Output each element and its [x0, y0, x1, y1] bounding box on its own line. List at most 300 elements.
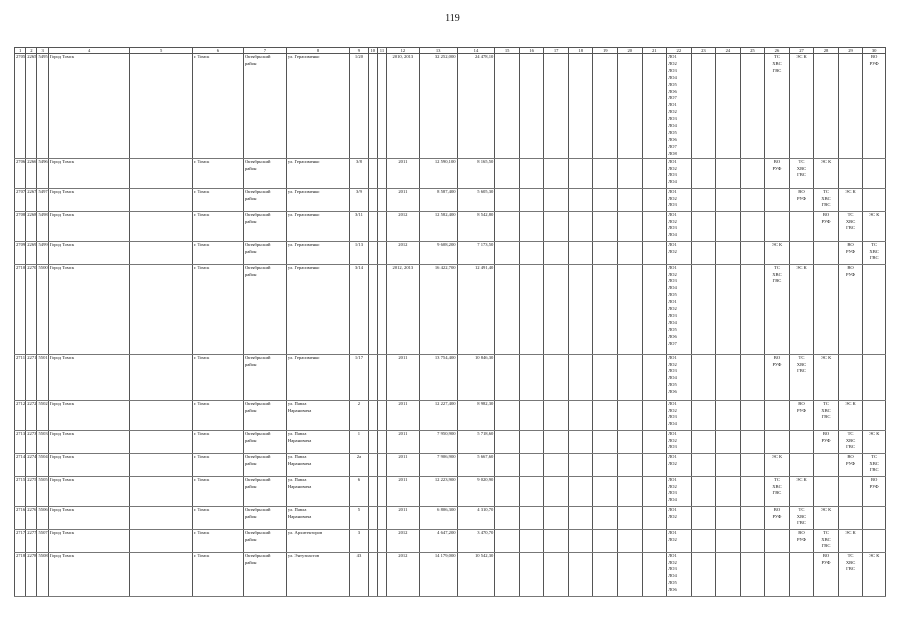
- column-header: 7: [243, 48, 286, 54]
- cell-text: 2274: [27, 453, 37, 459]
- column-header: 22: [667, 48, 692, 54]
- cell-text: ул. Герасименко: [287, 264, 320, 270]
- table-cell: [37, 529, 48, 552]
- table-cell: [593, 506, 618, 529]
- table-cell: [130, 430, 192, 453]
- table-cell: [814, 188, 839, 211]
- table-cell: [544, 453, 569, 476]
- table-cell: [642, 506, 667, 529]
- table-cell: [387, 476, 420, 506]
- table-cell: [286, 506, 349, 529]
- cell-text: 2707: [16, 188, 26, 194]
- cell-text: ЛО1 ЛО2 ЛО3 ЛО4 ЛО5 ЛО1 ЛО2 ЛО3 ЛО4 ЛО5 ЛО6 ЛО7: [668, 264, 677, 346]
- table-cell: [37, 354, 48, 400]
- table-cell: [765, 453, 790, 476]
- table-row: [15, 54, 886, 159]
- table-cell: [387, 506, 420, 529]
- table-cell: [37, 552, 48, 596]
- cell-text: ЭС К: [820, 506, 832, 512]
- table-cell: [519, 529, 544, 552]
- cell-text: 8 165,50: [477, 158, 494, 164]
- cell-text: Город Томск: [49, 430, 75, 436]
- table-cell: [568, 54, 593, 159]
- table-cell: [519, 552, 544, 596]
- cell-text: г. Томск: [193, 400, 210, 406]
- table-cell: [544, 476, 569, 506]
- table-cell: [419, 158, 457, 188]
- table-cell: [863, 476, 886, 506]
- table-cell: [667, 400, 692, 430]
- table-cell: [377, 552, 386, 596]
- table-cell: [15, 211, 26, 241]
- table-cell: [15, 354, 26, 400]
- table-cell: [642, 400, 667, 430]
- cell-text: 1/20: [354, 54, 364, 59]
- table-cell: [377, 188, 386, 211]
- table-cell: [243, 476, 286, 506]
- cell-text: Город Томск: [49, 453, 75, 459]
- cell-text: ул. Павла Нарановича: [287, 430, 312, 443]
- table-cell: [618, 552, 643, 596]
- cell-text: 2277: [27, 529, 37, 535]
- cell-text: 2011: [398, 506, 408, 512]
- table-cell: [814, 211, 839, 241]
- table-cell: [37, 400, 48, 430]
- column-header: 16: [519, 48, 544, 54]
- table-cell: [618, 54, 643, 159]
- table-cell: [740, 430, 765, 453]
- cell-text: 5 605,30: [477, 188, 494, 194]
- cell-text: 3/9: [356, 188, 362, 194]
- table-cell: [130, 529, 192, 552]
- cell-text: ТС ХВС ГВС: [869, 241, 879, 261]
- cell-text: 5497: [38, 188, 48, 194]
- table-cell: [37, 241, 48, 264]
- table-cell: [667, 241, 692, 264]
- table-cell: [716, 453, 741, 476]
- table-cell: [457, 476, 495, 506]
- cell-text: ул. Павла Нарановича: [287, 400, 312, 413]
- table-cell: [789, 476, 814, 506]
- table-cell: [568, 354, 593, 400]
- cell-text: г. Томск: [193, 453, 210, 459]
- table-cell: [740, 453, 765, 476]
- table-cell: [765, 188, 790, 211]
- table-row: [15, 400, 886, 430]
- table-cell: [48, 476, 130, 506]
- table-row: [15, 158, 886, 188]
- table-cell: [716, 158, 741, 188]
- table-cell: [48, 430, 130, 453]
- cell-text: 3/14: [354, 264, 364, 270]
- cell-text: 3: [357, 529, 361, 535]
- cell-text: ЭС К: [820, 158, 832, 164]
- cell-text: г. Томск: [193, 188, 210, 194]
- table-cell: [15, 241, 26, 264]
- table-cell: [37, 264, 48, 354]
- table-cell: [350, 552, 368, 596]
- table-cell: [519, 476, 544, 506]
- cell-text: 2011: [398, 476, 408, 482]
- table-cell: [368, 264, 377, 354]
- table-cell: [519, 430, 544, 453]
- table-cell: [642, 552, 667, 596]
- table-cell: [716, 552, 741, 596]
- table-cell: [667, 506, 692, 529]
- table-cell: [387, 188, 420, 211]
- table-cell: [37, 506, 48, 529]
- cell-text: ВО РУФ: [846, 453, 856, 466]
- column-header: 3: [37, 48, 48, 54]
- table-cell: [387, 211, 420, 241]
- cell-text: 2011: [398, 430, 408, 436]
- table-cell: [667, 158, 692, 188]
- table-cell: [377, 264, 386, 354]
- table-cell: [243, 453, 286, 476]
- table-cell: [789, 552, 814, 596]
- cell-text: ЛО1 ЛО2: [668, 453, 677, 466]
- table-cell: [26, 241, 37, 264]
- cell-text: Город Томск: [49, 506, 75, 512]
- table-row: [15, 506, 886, 529]
- table-cell: [37, 158, 48, 188]
- table-cell: [519, 264, 544, 354]
- cell-text: ЭС К: [796, 476, 807, 482]
- table-cell: [593, 54, 618, 159]
- table-cell: [26, 54, 37, 159]
- table-row: [15, 264, 886, 354]
- table-cell: [838, 476, 863, 506]
- table-cell: [667, 476, 692, 506]
- cell-text: ЭС К: [845, 529, 856, 535]
- table-cell: [593, 188, 618, 211]
- cell-text: ЛО1 ЛО2: [668, 529, 677, 542]
- column-header: 11: [377, 48, 386, 54]
- table-cell: [765, 529, 790, 552]
- table-cell: [387, 264, 420, 354]
- table-cell: [48, 158, 130, 188]
- cell-text: Октябрьский район: [244, 400, 271, 413]
- table-cell: [789, 354, 814, 400]
- table-cell: [377, 354, 386, 400]
- table-cell: [350, 188, 368, 211]
- cell-text: 12 223,900: [434, 476, 456, 482]
- column-header: 10: [368, 48, 377, 54]
- table-cell: [765, 506, 790, 529]
- table-cell: [618, 211, 643, 241]
- table-cell: [740, 506, 765, 529]
- table-cell: [37, 188, 48, 211]
- cell-text: 2а: [356, 453, 362, 459]
- table-cell: [740, 264, 765, 354]
- cell-text: ВО РУФ: [821, 430, 831, 443]
- table-cell: [568, 476, 593, 506]
- page-number: 119: [445, 13, 460, 24]
- table-cell: [838, 241, 863, 264]
- table-cell: [243, 529, 286, 552]
- table-cell: [495, 211, 520, 241]
- cell-text: Октябрьский район: [244, 211, 271, 224]
- table-cell: [642, 430, 667, 453]
- table-cell: [48, 264, 130, 354]
- table-cell: [667, 211, 692, 241]
- table-cell: [568, 211, 593, 241]
- table-cell: [457, 264, 495, 354]
- table-cell: [15, 476, 26, 506]
- table-row: [15, 430, 886, 453]
- table-cell: [691, 158, 716, 188]
- table-cell: [37, 453, 48, 476]
- cell-text: 12 491,40: [474, 264, 494, 270]
- cell-text: ул. Архитекторов: [287, 529, 323, 535]
- table-cell: [37, 54, 48, 159]
- table-cell: [286, 453, 349, 476]
- table-cell: [26, 354, 37, 400]
- table-cell: [691, 453, 716, 476]
- cell-text: ТС ХВС ГВС: [772, 476, 782, 496]
- table-cell: [192, 241, 243, 264]
- table-cell: [243, 158, 286, 188]
- table-cell: [495, 453, 520, 476]
- table-cell: [691, 476, 716, 506]
- cell-text: 2708: [16, 211, 26, 217]
- table-cell: [740, 211, 765, 241]
- table-cell: [243, 400, 286, 430]
- table-cell: [192, 188, 243, 211]
- table-cell: [863, 506, 886, 529]
- cell-text: 2275: [27, 476, 37, 482]
- table-cell: [419, 552, 457, 596]
- table-cell: [495, 158, 520, 188]
- cell-text: 5505: [38, 476, 48, 482]
- column-header: 6: [192, 48, 243, 54]
- table-cell: [495, 529, 520, 552]
- cell-text: ЛО1 ЛО2 ЛО3 ЛО4: [668, 476, 677, 503]
- cell-text: 2271: [27, 354, 37, 360]
- table-cell: [495, 552, 520, 596]
- table-row: [15, 211, 886, 241]
- cell-text: 2270: [27, 264, 37, 270]
- table-cell: [48, 529, 130, 552]
- cell-text: 3 470,70: [477, 529, 494, 535]
- table-cell: [26, 476, 37, 506]
- table-cell: [15, 54, 26, 159]
- cell-text: Октябрьский район: [244, 506, 271, 519]
- table-cell: [814, 158, 839, 188]
- table-cell: [15, 453, 26, 476]
- table-cell: [286, 529, 349, 552]
- table-row: [15, 188, 886, 211]
- table-cell: [495, 264, 520, 354]
- table-cell: [130, 211, 192, 241]
- table-cell: [814, 430, 839, 453]
- table-cell: [740, 400, 765, 430]
- column-header: 15: [495, 48, 520, 54]
- table-cell: [838, 188, 863, 211]
- column-header: 13: [419, 48, 457, 54]
- table-cell: [642, 158, 667, 188]
- table-cell: [286, 241, 349, 264]
- table-cell: [544, 158, 569, 188]
- table-cell: [618, 453, 643, 476]
- table-cell: [789, 400, 814, 430]
- table-cell: [368, 211, 377, 241]
- table-cell: [15, 264, 26, 354]
- table-cell: [863, 241, 886, 264]
- table-cell: [387, 54, 420, 159]
- table-body: [15, 54, 886, 597]
- table-cell: [26, 188, 37, 211]
- cell-text: Город Томск: [49, 158, 75, 164]
- cell-text: 8 587,400: [437, 188, 456, 194]
- cell-text: ул. Энтузиастов: [287, 552, 320, 558]
- cell-text: 5498: [38, 211, 48, 217]
- table-cell: [716, 506, 741, 529]
- table-cell: [457, 529, 495, 552]
- table-cell: [368, 453, 377, 476]
- table-cell: [814, 506, 839, 529]
- table-cell: [419, 430, 457, 453]
- cell-text: ЛО1 ЛО2 ЛО3 ЛО4: [668, 400, 677, 427]
- table-cell: [377, 241, 386, 264]
- table-cell: [377, 211, 386, 241]
- table-cell: [519, 158, 544, 188]
- cell-text: ТС ХВС ГВС: [796, 158, 807, 178]
- table-cell: [37, 476, 48, 506]
- table-cell: [48, 453, 130, 476]
- column-header: 23: [691, 48, 716, 54]
- table-cell: [519, 506, 544, 529]
- table-cell: [789, 453, 814, 476]
- cell-text: 2714: [16, 453, 26, 459]
- cell-text: Октябрьский район: [244, 453, 271, 466]
- table-cell: [593, 241, 618, 264]
- table-cell: [387, 552, 420, 596]
- table-cell: [765, 552, 790, 596]
- cell-text: 2712: [16, 400, 26, 406]
- cell-text: 2012: [398, 529, 408, 535]
- table-cell: [544, 506, 569, 529]
- table-cell: [568, 188, 593, 211]
- cell-text: 2268: [27, 211, 37, 217]
- column-header: 25: [740, 48, 765, 54]
- table-cell: [26, 552, 37, 596]
- column-header: 24: [716, 48, 741, 54]
- table-cell: [15, 158, 26, 188]
- table-cell: [593, 453, 618, 476]
- table-cell: [419, 188, 457, 211]
- cell-text: 24 478,10: [474, 54, 494, 59]
- cell-text: 8 542,80: [477, 211, 494, 217]
- table-cell: [593, 264, 618, 354]
- table-cell: [377, 430, 386, 453]
- cell-text: г. Томск: [193, 241, 210, 247]
- table-cell: [789, 188, 814, 211]
- table-cell: [48, 241, 130, 264]
- table-cell: [593, 476, 618, 506]
- cell-text: 5506: [38, 506, 48, 512]
- table-cell: [15, 430, 26, 453]
- table-cell: [457, 241, 495, 264]
- table-cell: [814, 476, 839, 506]
- table-row: [15, 453, 886, 476]
- cell-text: ТС ХВС ГВС: [796, 354, 807, 374]
- cell-text: 2278: [27, 552, 37, 558]
- table-cell: [130, 354, 192, 400]
- table-cell: [838, 400, 863, 430]
- cell-text: ул. Павла Нарановича: [287, 506, 312, 519]
- cell-text: 5501: [38, 354, 48, 360]
- table-cell: [740, 354, 765, 400]
- table-cell: [350, 211, 368, 241]
- table-cell: [377, 54, 386, 159]
- cell-text: Октябрьский район: [244, 264, 271, 277]
- cell-text: 5: [357, 506, 361, 512]
- cell-text: 2718: [16, 552, 26, 558]
- cell-text: ул. Герасименко: [287, 188, 320, 194]
- table-cell: [243, 354, 286, 400]
- cell-text: 2265: [27, 54, 37, 59]
- cell-text: ТС ХВС ГВС: [772, 54, 782, 73]
- cell-text: 2011: [398, 158, 408, 164]
- table-cell: [37, 211, 48, 241]
- table-cell: [716, 241, 741, 264]
- table-cell: [642, 241, 667, 264]
- cell-text: ТС ХВС ГВС: [845, 552, 856, 572]
- cell-text: ВО РУФ: [796, 529, 806, 542]
- cell-text: г. Томск: [193, 54, 210, 59]
- table-cell: [863, 158, 886, 188]
- table-cell: [457, 188, 495, 211]
- cell-text: ВО РУФ: [772, 506, 782, 519]
- table-cell: [286, 211, 349, 241]
- cell-text: Октябрьский район: [244, 241, 271, 254]
- table-cell: [838, 211, 863, 241]
- table-cell: [350, 54, 368, 159]
- table-cell: [568, 264, 593, 354]
- table-cell: [457, 552, 495, 596]
- cell-text: ТС ХВС ГВС: [821, 188, 831, 208]
- table-cell: [350, 400, 368, 430]
- column-header: 20: [618, 48, 643, 54]
- table-cell: [192, 211, 243, 241]
- cell-text: ул. Герасименко: [287, 211, 320, 217]
- cell-text: 2705: [16, 54, 26, 59]
- cell-text: ул. Павла Нарановича: [287, 476, 312, 489]
- table-cell: [419, 354, 457, 400]
- table-cell: [192, 453, 243, 476]
- table-cell: [814, 241, 839, 264]
- cell-text: г. Томск: [193, 506, 210, 512]
- table-cell: [863, 188, 886, 211]
- table-cell: [495, 54, 520, 159]
- table-cell: [48, 54, 130, 159]
- table-cell: [519, 241, 544, 264]
- column-header: 18: [568, 48, 593, 54]
- cell-text: 5 667,60: [477, 453, 494, 459]
- table-cell: [544, 430, 569, 453]
- table-cell: [765, 264, 790, 354]
- cell-text: 1: [357, 430, 361, 436]
- table-cell: [48, 188, 130, 211]
- table-cell: [618, 400, 643, 430]
- cell-text: 2266: [27, 158, 37, 164]
- column-header: 26: [765, 48, 790, 54]
- table-cell: [130, 476, 192, 506]
- table-cell: [544, 552, 569, 596]
- cell-text: 5 718,60: [477, 430, 494, 436]
- cell-text: 2012, 2013: [392, 264, 414, 270]
